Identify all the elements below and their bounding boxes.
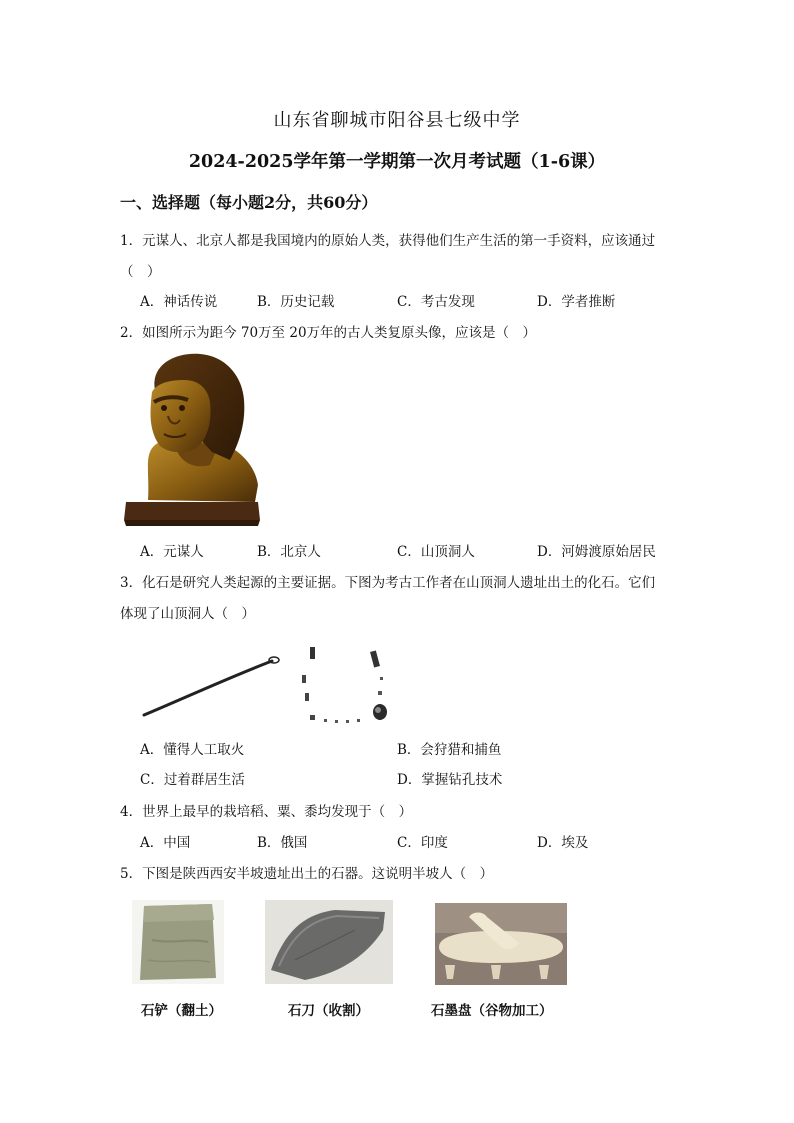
q3-option-a: A．懂得人工取火 bbox=[140, 742, 245, 758]
q1-option-a: A．神话传说 bbox=[140, 294, 218, 310]
q2-option-a: A．元谋人 bbox=[140, 544, 204, 560]
section-title: 一、选择题（每小题2分，共60分） bbox=[120, 193, 378, 212]
question-1-line-2: （ ） bbox=[120, 264, 161, 280]
q2-option-b: B．北京人 bbox=[257, 544, 321, 560]
q4-option-d: D．埃及 bbox=[537, 835, 589, 851]
stone-shovel-image bbox=[132, 900, 224, 984]
caption-grinding-slab: 石墨盘（谷物加工） bbox=[431, 1003, 553, 1019]
bone-needle-and-ornaments-image bbox=[140, 645, 400, 730]
caption-stone-knife: 石刀（收割） bbox=[288, 1003, 369, 1019]
question-5-line-1: 5．下图是陕西西安半坡遗址出土的石器。这说明半坡人（ ） bbox=[120, 866, 494, 882]
question-3-line-2: 体现了山顶洞人（ ） bbox=[120, 606, 255, 622]
q1-option-b: B．历史记载 bbox=[257, 294, 335, 310]
school-name: 山东省聊城市阳谷县七级中学 bbox=[273, 110, 521, 131]
stone-knife-image bbox=[265, 900, 393, 984]
q3-option-c: C．过着群居生活 bbox=[140, 772, 245, 788]
question-1-line-1: 1．元谋人、北京人都是我国境内的原始人类，获得他们生产生活的第一手资料，应该通过 bbox=[120, 233, 656, 249]
question-4-line-1: 4．世界上最早的栽培稻、粟、黍均发现于（ ） bbox=[120, 804, 413, 820]
question-2-line-1: 2．如图所示为距今 70万至 20万年的古人类复原头像，应该是（ ） bbox=[120, 325, 537, 341]
q2-option-c: C．山顶洞人 bbox=[397, 544, 475, 560]
question-3-line-1: 3．化石是研究人类起源的主要证据。下图为考古工作者在山顶洞人遗址出土的化石。它们 bbox=[120, 575, 656, 591]
q1-option-d: D．学者推断 bbox=[537, 294, 616, 310]
q3-option-d: D．掌握钻孔技术 bbox=[397, 772, 503, 788]
exam-title: 2024-2025学年第一学期第一次月考试题（1-6课） bbox=[188, 152, 606, 172]
q4-option-a: A．中国 bbox=[140, 835, 191, 851]
q4-option-c: C．印度 bbox=[397, 835, 448, 851]
caption-stone-shovel: 石铲（翻土） bbox=[141, 1003, 222, 1019]
q4-option-b: B．俄国 bbox=[257, 835, 308, 851]
q3-option-b: B．会狩猎和捕鱼 bbox=[397, 742, 502, 758]
peking-man-bust-image bbox=[120, 350, 265, 532]
q2-option-d: D．河姆渡原始居民 bbox=[537, 544, 656, 560]
q1-option-c: C．考古发现 bbox=[397, 294, 475, 310]
stone-grinding-slab-image bbox=[435, 903, 567, 985]
